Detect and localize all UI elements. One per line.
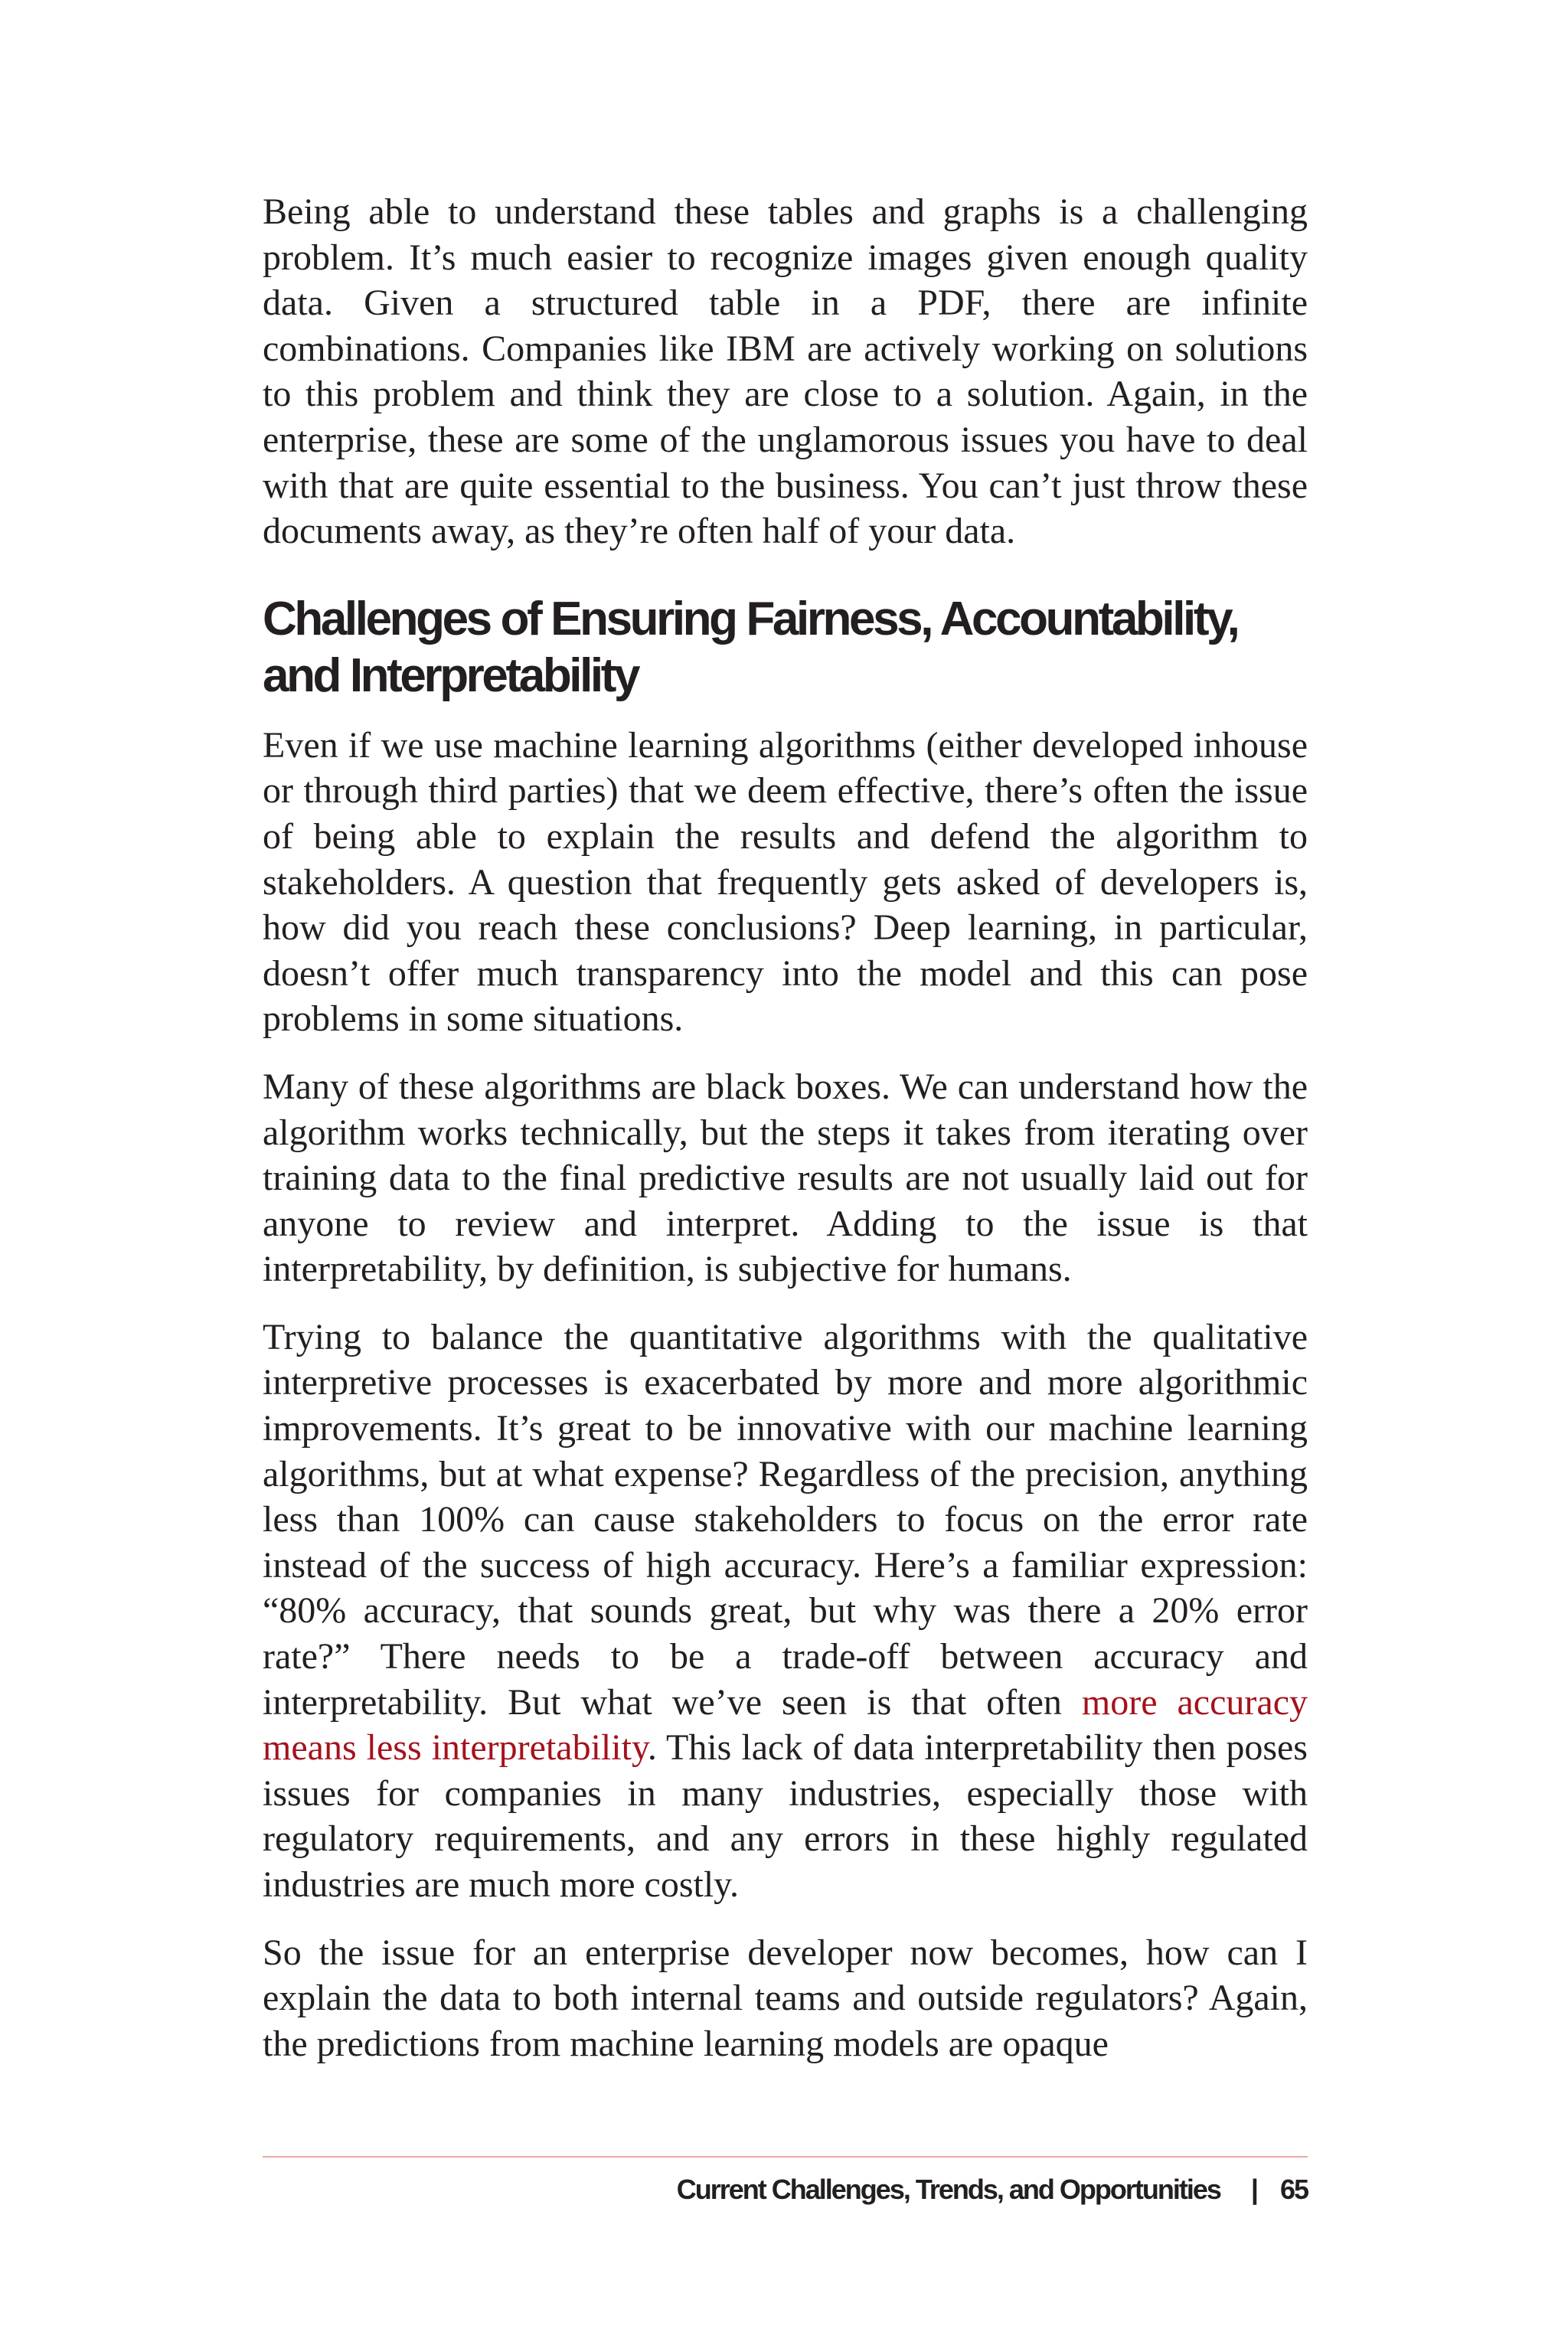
page-number: 65 <box>1279 2174 1308 2205</box>
body-paragraph: So the issue for an enterprise developer now becomes, how can I explain the data to both internal teams and outside regulators? Again, the predictions from machine learning models are opaque <box>263 1932 1308 2064</box>
page-body <box>263 189 1308 2066</box>
footer-separator: | <box>1250 2174 1257 2205</box>
paragraph-text: . This lack of data interpretability then poses issues for companies in many industries, especially those with regulatory requirements, and any errors in these highly regulated industries are much more costly. <box>263 1727 1308 1905</box>
footer-rule <box>263 2156 1308 2158</box>
running-title: Current Challenges, Trends, and Opportunities <box>676 2174 1220 2205</box>
page-footer <box>677 2171 1308 2208</box>
body-paragraph: Many of these algorithms are black boxes. We can understand how the algorithm works technically, but the steps it takes from iterating over training data to the final predictive results are not usually laid out for anyone to review and interpret. Adding to the issue is that interpretability, by definition, is subjective for humans. <box>263 1066 1308 1290</box>
body-paragraph: Even if we use machine learning algorithms (either developed inhouse or through third parties) that we deem effective, there’s often the issue of being able to explain the results and defend the algorithm to stakeholders. A question that frequently gets asked of developers is, how did you reach these conclusions? Deep learning, in particular, doesn’t offer much transparency into the model and this can pose problems in some situations. <box>263 724 1308 1040</box>
cross-reference-link[interactable]: more accuracy means less interpretability <box>263 1681 1308 1769</box>
paragraph-text: Trying to balance the quantitative algorithms with the qualitative interpretive processes is exacerbated by more and more algorithmic improvements. It’s great to be innovative with our machine learning algorithms, but at what expense? Regardless of the precision, anything less than 100% can cause stakeholders to focus on the error rate instead of the success of high accuracy. Here’s a familiar expression: “80% accuracy, that sounds great, but why was there a 20% error rate?” There needs to be a trade-off between accuracy and interpretability. But what we’ve seen is that often <box>263 1316 1308 1723</box>
body-paragraph: Being able to understand these tables and graphs is a challenging problem. It’s much easier to recognize images given enough quality data. Given a structured table in a PDF, there are infinite combinations. Companies like IBM are actively working on solutions to this problem and think they are close to a solution. Again, in the enterprise, these are some of the unglamorous issues you have to deal with that are quite essential to the business. You can’t just throw these documents away, as they’re often half of your data. <box>263 191 1308 552</box>
body-paragraph <box>263 1315 1308 1908</box>
section-heading: Challenges of Ensuring Fairness, Accountability, and Interpretability <box>263 592 1238 702</box>
